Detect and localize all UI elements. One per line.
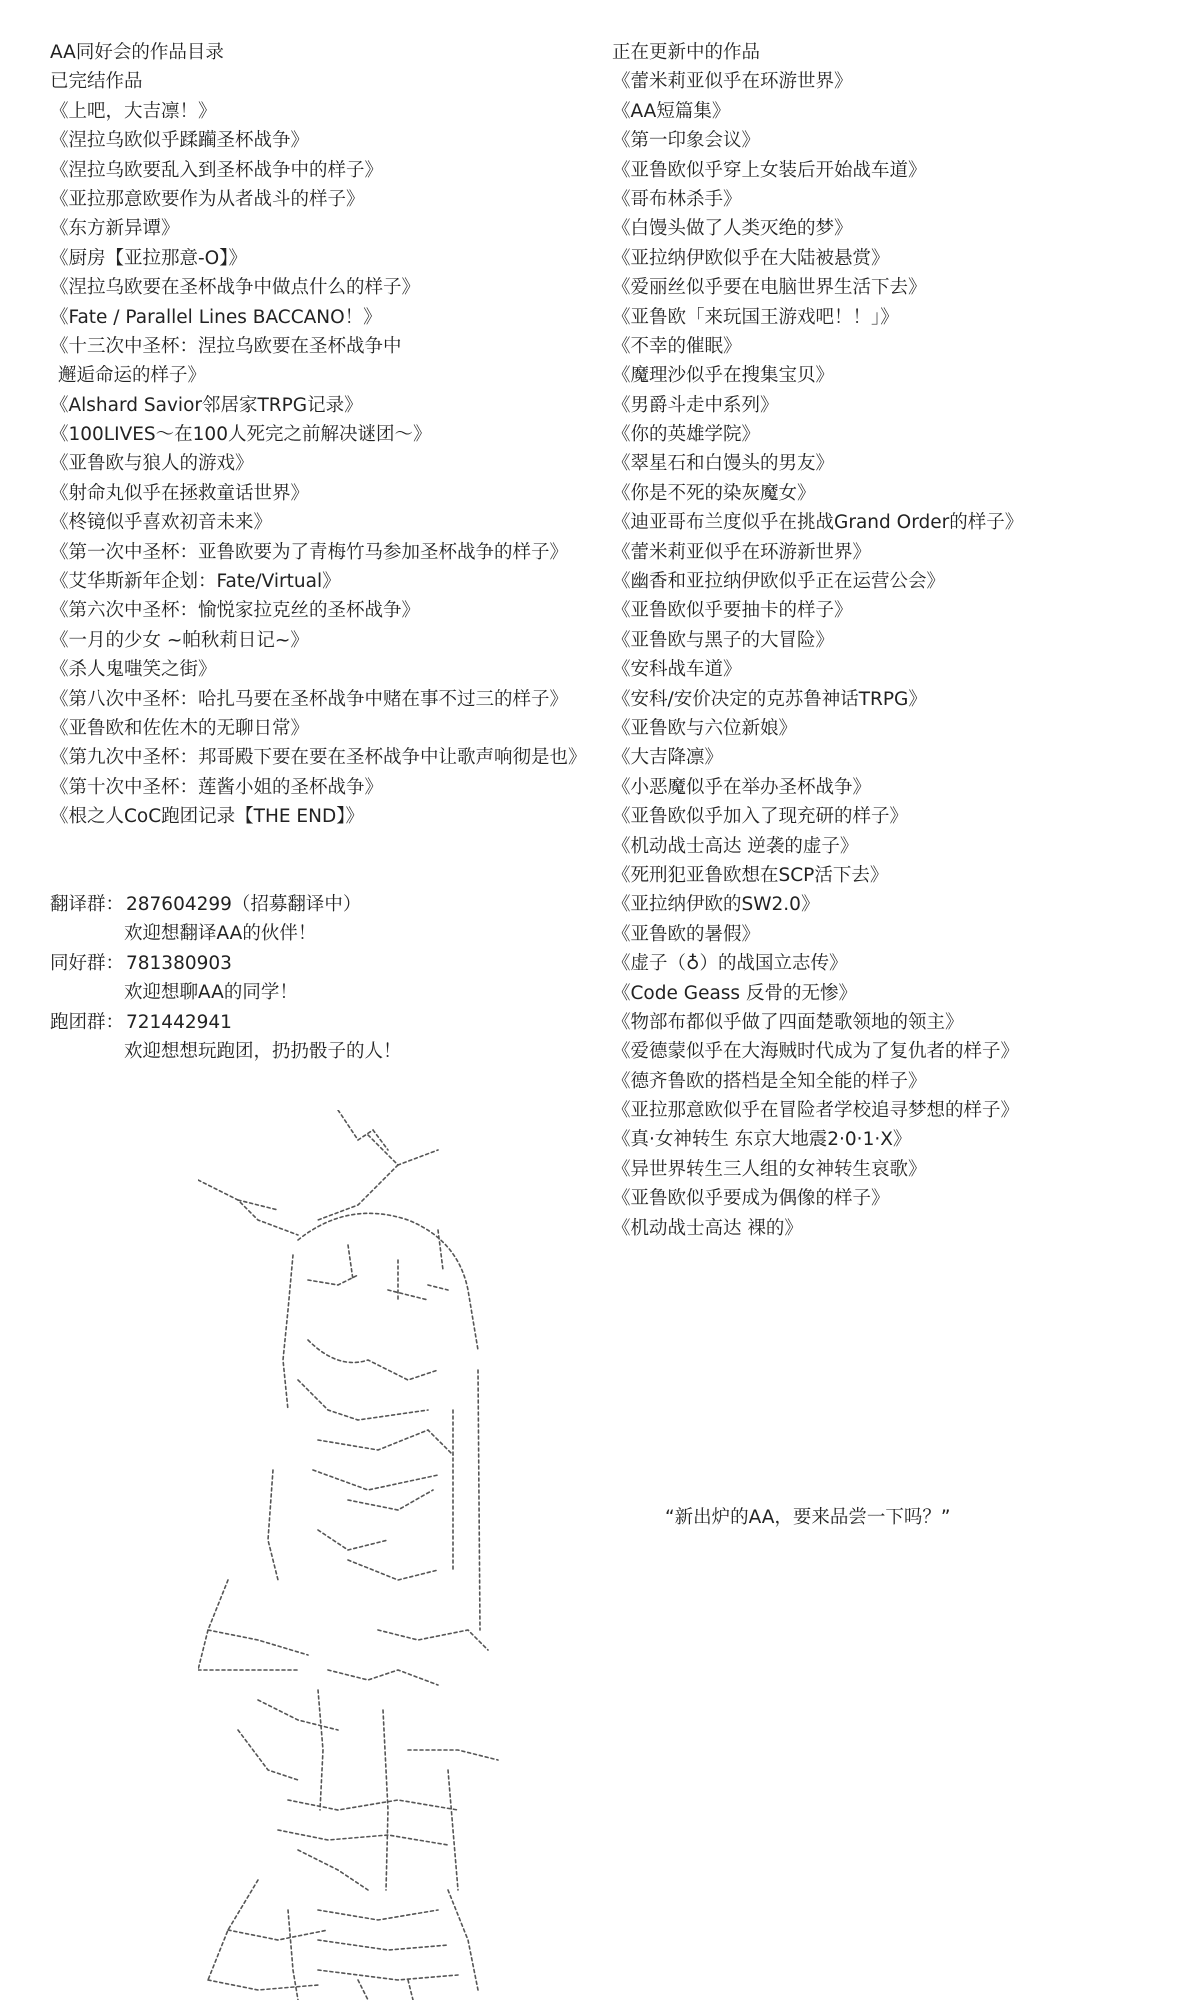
completed-item[interactable]: 《第八次中圣杯：哈扎马要在圣杯战争中赌在事不过三的样子》	[50, 688, 569, 710]
ongoing-item[interactable]: 《亚鲁欧似乎加入了现充研的样子》	[612, 806, 909, 828]
completed-item[interactable]: 《第一次中圣杯：亚鲁欧要为了青梅竹马参加圣杯战争的样子》	[50, 541, 569, 563]
ongoing-item[interactable]: 《亚鲁欧似乎要成为偶像的样子》	[612, 1188, 890, 1210]
group-number: 721442941	[126, 1011, 232, 1033]
ongoing-item[interactable]: 《幽香和亚拉纳伊欧似乎正在运营公会》	[612, 571, 946, 593]
ongoing-item[interactable]: 《大吉降凛》	[612, 747, 724, 769]
group-label: 翻译群：	[50, 894, 125, 915]
completed-item[interactable]: 《涅拉乌欧要在圣杯战争中做点什么的样子》	[50, 277, 421, 299]
ongoing-item[interactable]: 《你是不死的染灰魔女》	[612, 482, 816, 504]
ongoing-item[interactable]: 《德齐鲁欧的搭档是全知全能的样子》	[612, 1070, 927, 1092]
ongoing-item[interactable]: 《异世界转生三人组的女神转生哀歌》	[612, 1158, 927, 1180]
completed-item[interactable]: 《亚鲁欧和佐佐木的无聊日常》	[50, 717, 310, 739]
completed-works-column	[50, 38, 610, 832]
group-label: 同好群：	[50, 952, 125, 974]
completed-item[interactable]: 《一月的少女 ~帕秋莉日记~》	[50, 629, 309, 651]
ascii-art-figure-icon	[198, 1110, 598, 2000]
completed-item[interactable]: 《Alshard Savior邻居家TRPG记录》	[50, 394, 363, 416]
completed-label: 已完结作品	[50, 71, 143, 93]
completed-item[interactable]: 《第九次中圣杯：邦哥殿下要在要在圣杯战争中让歌声响彻是也》	[50, 747, 587, 769]
completed-item[interactable]: 《上吧，大吉凛！》	[50, 100, 217, 122]
completed-item[interactable]: 《亚鲁欧与狼人的游戏》	[50, 453, 254, 475]
completed-item[interactable]: 《亚拉那意欧要作为从者战斗的样子》	[50, 188, 365, 210]
ongoing-item[interactable]: 《机动战士高达 逆袭的虚子》	[612, 835, 859, 857]
ongoing-item[interactable]: 《哥布林杀手》	[612, 188, 742, 210]
group-note: 欢迎想翻译AA的伙伴！	[124, 923, 317, 945]
completed-item[interactable]: 《柊镜似乎喜欢初音未来》	[50, 512, 273, 534]
completed-item[interactable]: 《射命丸似乎在拯救童话世界》	[50, 482, 310, 504]
ongoing-item[interactable]: 《第一印象会议》	[612, 130, 761, 152]
group-info	[50, 890, 610, 1066]
ongoing-item[interactable]: 《男爵斗走中系列》	[612, 394, 779, 416]
ongoing-item[interactable]: 《机动战士高达 裸的》	[612, 1217, 803, 1239]
completed-item[interactable]: 《涅拉乌欧要乱入到圣杯战争中的样子》	[50, 159, 384, 181]
ongoing-item[interactable]: 《亚拉纳伊欧似乎在大陆被悬赏》	[612, 247, 890, 269]
group-number: 781380903	[126, 952, 232, 974]
ascii-art-girl-icon	[198, 1110, 598, 2000]
ongoing-item[interactable]: 《亚拉纳伊欧的SW2.0》	[612, 894, 820, 916]
ongoing-item[interactable]: 《白馒头做了人类灭绝的梦》	[612, 218, 853, 240]
fan-group-row	[50, 949, 610, 978]
ongoing-item[interactable]: 《魔理沙似乎在搜集宝贝》	[612, 365, 835, 387]
ongoing-item[interactable]: 《蕾米莉亚似乎在环游世界》	[612, 71, 853, 93]
completed-item[interactable]: 《杀人鬼嗤笑之街》	[50, 659, 217, 681]
ongoing-item[interactable]: 《翠星石和白馒头的男友》	[612, 453, 835, 475]
ongoing-item[interactable]: 《亚鲁欧与六位新娘》	[612, 717, 798, 739]
ongoing-item[interactable]: 《小恶魔似乎在举办圣杯战争》	[612, 776, 872, 798]
ongoing-item[interactable]: 《安科/安价决定的克苏鲁神话TRPG》	[612, 688, 927, 710]
ongoing-item[interactable]: 《物部布都似乎做了四面楚歌领地的领主》	[612, 1011, 964, 1033]
completed-item[interactable]: 《Fate / Parallel Lines BACCANO！》	[50, 306, 382, 328]
catalog-heading: AA同好会的作品目录	[50, 42, 224, 63]
ongoing-item[interactable]: 《Code Geass 反骨的无惨》	[612, 982, 857, 1004]
trpg-group-row	[50, 1008, 610, 1037]
ongoing-item[interactable]: 《亚鲁欧「来玩国王游戏吧！！」》	[612, 306, 899, 328]
speech-quote: “新出炉的AA，要来品尝一下吗？”	[665, 1507, 951, 1528]
group-label: 跑团群：	[50, 1011, 125, 1033]
ongoing-item[interactable]: 《蕾米莉亚似乎在环游新世界》	[612, 541, 872, 563]
ongoing-item[interactable]: 《爱德蒙似乎在大海贼时代成为了复仇者的样子》	[612, 1041, 1020, 1063]
ongoing-item[interactable]: 《爱丽丝似乎要在电脑世界生活下去》	[612, 277, 927, 299]
ongoing-item[interactable]: 《亚鲁欧似乎要抽卡的样子》	[612, 600, 853, 622]
ongoing-item[interactable]: 《你的英雄学院》	[612, 424, 761, 446]
group-note: 欢迎想想玩跑团，扔扔骰子的人！	[124, 1040, 402, 1062]
completed-item[interactable]: 《艾华斯新年企划：Fate/Virtual》	[50, 571, 341, 593]
group-number: 287604299（招募翻译中）	[126, 894, 362, 915]
completed-item-continued[interactable]: 邂逅命运的样子》	[58, 365, 207, 387]
completed-item[interactable]: 《100LIVES～在100人死完之前解决谜团～》	[50, 424, 432, 446]
completed-item[interactable]: 《第十次中圣杯：莲酱小姐的圣杯战争》	[50, 776, 384, 798]
ongoing-item[interactable]: 《亚鲁欧与黑子的大冒险》	[612, 629, 835, 651]
completed-item[interactable]: 《根之人CoC跑团记录【THE END】》	[50, 806, 364, 828]
ongoing-item[interactable]: 《亚拉那意欧似乎在冒险者学校追寻梦想的样子》	[612, 1100, 1020, 1122]
ongoing-item[interactable]: 《死刑犯亚鲁欧想在SCP活下去》	[612, 864, 889, 886]
ongoing-item[interactable]: 《亚鲁欧的暑假》	[612, 923, 761, 945]
ongoing-heading: 正在更新中的作品	[612, 42, 761, 63]
ongoing-item[interactable]: 《安科战车道》	[612, 659, 742, 681]
translation-group-row	[50, 890, 610, 919]
group-note: 欢迎想聊AA的同学！	[124, 982, 298, 1004]
ongoing-works-column	[612, 38, 1172, 1243]
completed-item[interactable]: 《涅拉乌欧似乎蹂躏圣杯战争》	[50, 130, 310, 152]
completed-item[interactable]: 《厨房【亚拉那意-O】》	[50, 247, 247, 269]
ongoing-item[interactable]: 《虚子（♁）的战国立志传》	[612, 953, 848, 975]
completed-item[interactable]: 《十三次中圣杯：涅拉乌欧要在圣杯战争中	[50, 335, 402, 357]
completed-item[interactable]: 《第六次中圣杯：愉悦家拉克丝的圣杯战争》	[50, 600, 421, 622]
completed-item[interactable]: 《东方新异谭》	[50, 218, 180, 240]
ongoing-item[interactable]: 《亚鲁欧似乎穿上女装后开始战车道》	[612, 159, 927, 181]
ongoing-item[interactable]: 《迪亚哥布兰度似乎在挑战Grand Order的样子》	[612, 512, 1024, 534]
ongoing-item[interactable]: 《AA短篇集》	[612, 100, 731, 122]
ongoing-item[interactable]: 《真·女神转生 东京大地震2·0·1·X》	[612, 1129, 912, 1151]
ongoing-item[interactable]: 《不幸的催眠》	[612, 335, 742, 357]
